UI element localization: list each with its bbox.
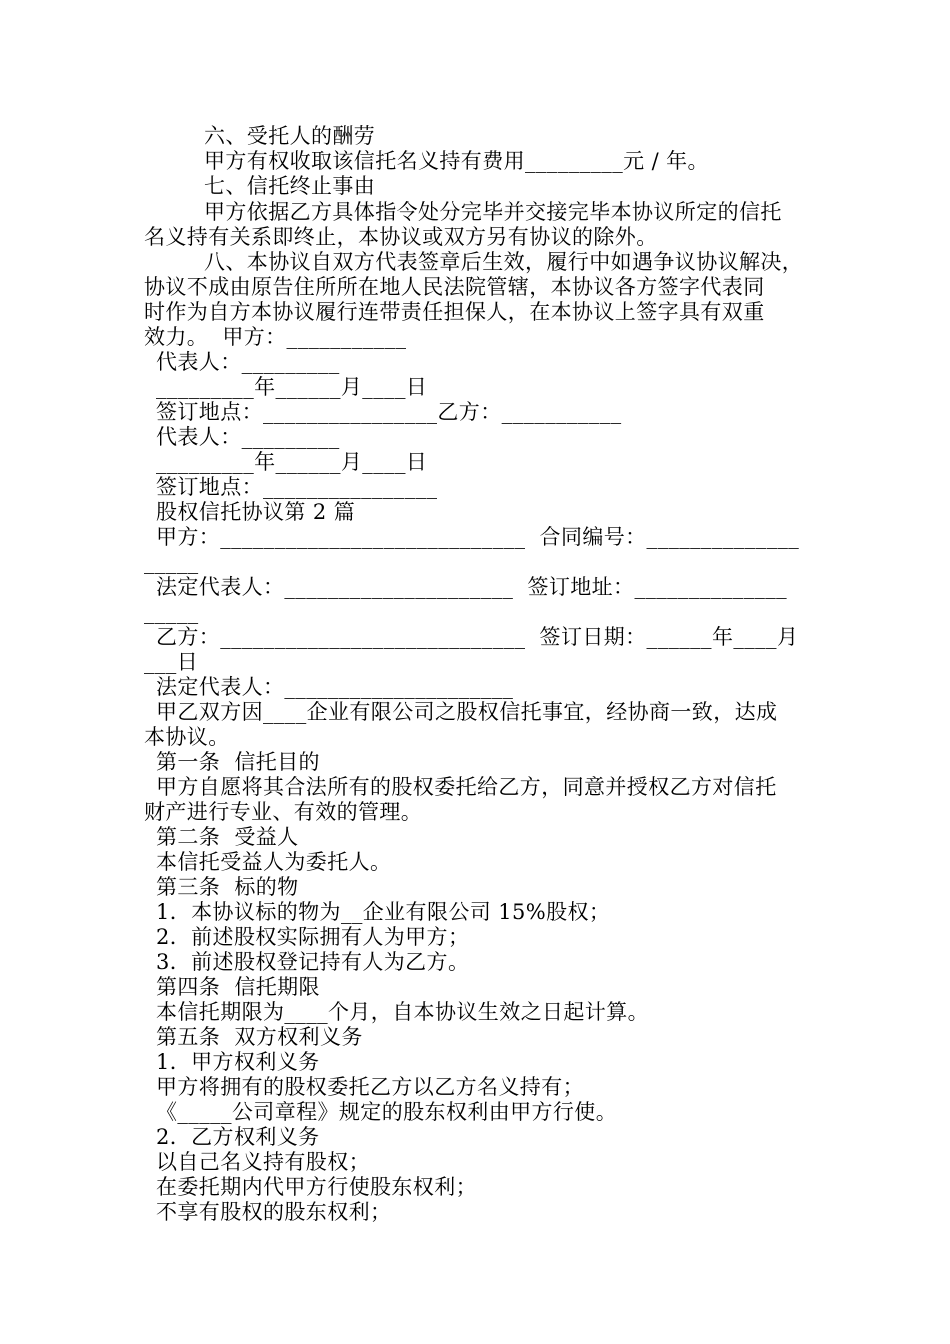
list-item: 1．本协议标的物为__企业有限公司 15%股权；	[156, 900, 611, 924]
article-heading: 第五条 双方权利义务	[156, 1025, 363, 1049]
party-line-continued: ___日	[144, 650, 199, 674]
article-heading: 第二条 受益人	[156, 825, 299, 849]
article-heading: 第四条 信托期限	[156, 975, 320, 999]
paragraph-line: 不享有股权的股东权利；	[156, 1200, 392, 1224]
list-item: 1．甲方权利义务	[156, 1050, 320, 1074]
signature-line: 签订地点：________________乙方：___________	[156, 400, 622, 424]
article-heading: 第一条 信托目的	[156, 750, 320, 774]
paragraph-line: 效力。 甲方：___________	[144, 325, 407, 349]
section-heading: 六、受托人的酬劳	[204, 124, 376, 148]
party-line: 法定代表人：_____________________	[156, 675, 514, 699]
paragraph-line: 名义持有关系即终止，本协议或双方另有协议的除外。	[144, 225, 658, 249]
paragraph-line: 甲方有权收取该信托名义持有费用_________元 / 年。	[204, 149, 709, 173]
paragraph-line: 甲乙双方因____企业有限公司之股权信托事宜，经协商一致，达成	[156, 700, 778, 724]
paragraph-line: 在委托期内代甲方行使股东权利；	[156, 1175, 477, 1199]
list-item: 3．前述股权登记持有人为乙方。	[156, 950, 470, 974]
paragraph-line: 甲方将拥有的股权委托乙方以乙方名义持有；	[156, 1075, 584, 1099]
signature-line: 代表人：_________	[156, 350, 340, 374]
party-line: 乙方：____________________________ 签订日期：______年____月	[156, 625, 799, 649]
paragraph-line: 《_____公司章程》规定的股东权利由甲方行使。	[156, 1100, 618, 1124]
paragraph-line: 协议不成由原告住所所在地人民法院管辖，本协议各方签字代表同	[144, 275, 765, 299]
party-line: 法定代表人：_____________________ 签订地址：______________	[156, 575, 788, 599]
document-title: 股权信托协议第 2 篇	[156, 500, 356, 524]
list-item: 2．乙方权利义务	[156, 1125, 320, 1149]
party-line-continued: _____	[144, 550, 199, 574]
paragraph-line: 时作为自方本协议履行连带责任担保人，在本协议上签字具有双重	[144, 300, 765, 324]
section-heading: 七、信托终止事由	[204, 174, 376, 198]
paragraph-line: 财产进行专业、有效的管理。	[144, 800, 423, 824]
paragraph-line: 本信托期限为____个月，自本协议生效之日起计算。	[156, 1000, 649, 1024]
paragraph-line: 甲方自愿将其合法所有的股权委托给乙方，同意并授权乙方对信托	[156, 775, 777, 799]
article-heading: 第三条 标的物	[156, 875, 299, 899]
signature-line: 签订地点：________________	[156, 475, 438, 499]
paragraph-line: 以自己名义持有股权；	[156, 1150, 370, 1174]
paragraph-line: 本信托受益人为委托人。	[156, 850, 392, 874]
paragraph-line: 甲方依据乙方具体指令处分完毕并交接完毕本协议所定的信托	[204, 200, 782, 224]
party-line: 甲方：____________________________ 合同编号：______________	[156, 525, 800, 549]
signature-line: 代表人：_________	[156, 425, 340, 449]
list-item: 2．前述股权实际拥有人为甲方；	[156, 925, 470, 949]
paragraph-line: 本协议。	[144, 725, 230, 749]
party-line-continued: _____	[144, 600, 199, 624]
date-line: _________年______月____日	[156, 450, 428, 474]
paragraph-line: 八、本协议自双方代表签章后生效，履行中如遇争议协议解决，	[204, 250, 804, 274]
date-line: _________年______月____日	[156, 375, 428, 399]
